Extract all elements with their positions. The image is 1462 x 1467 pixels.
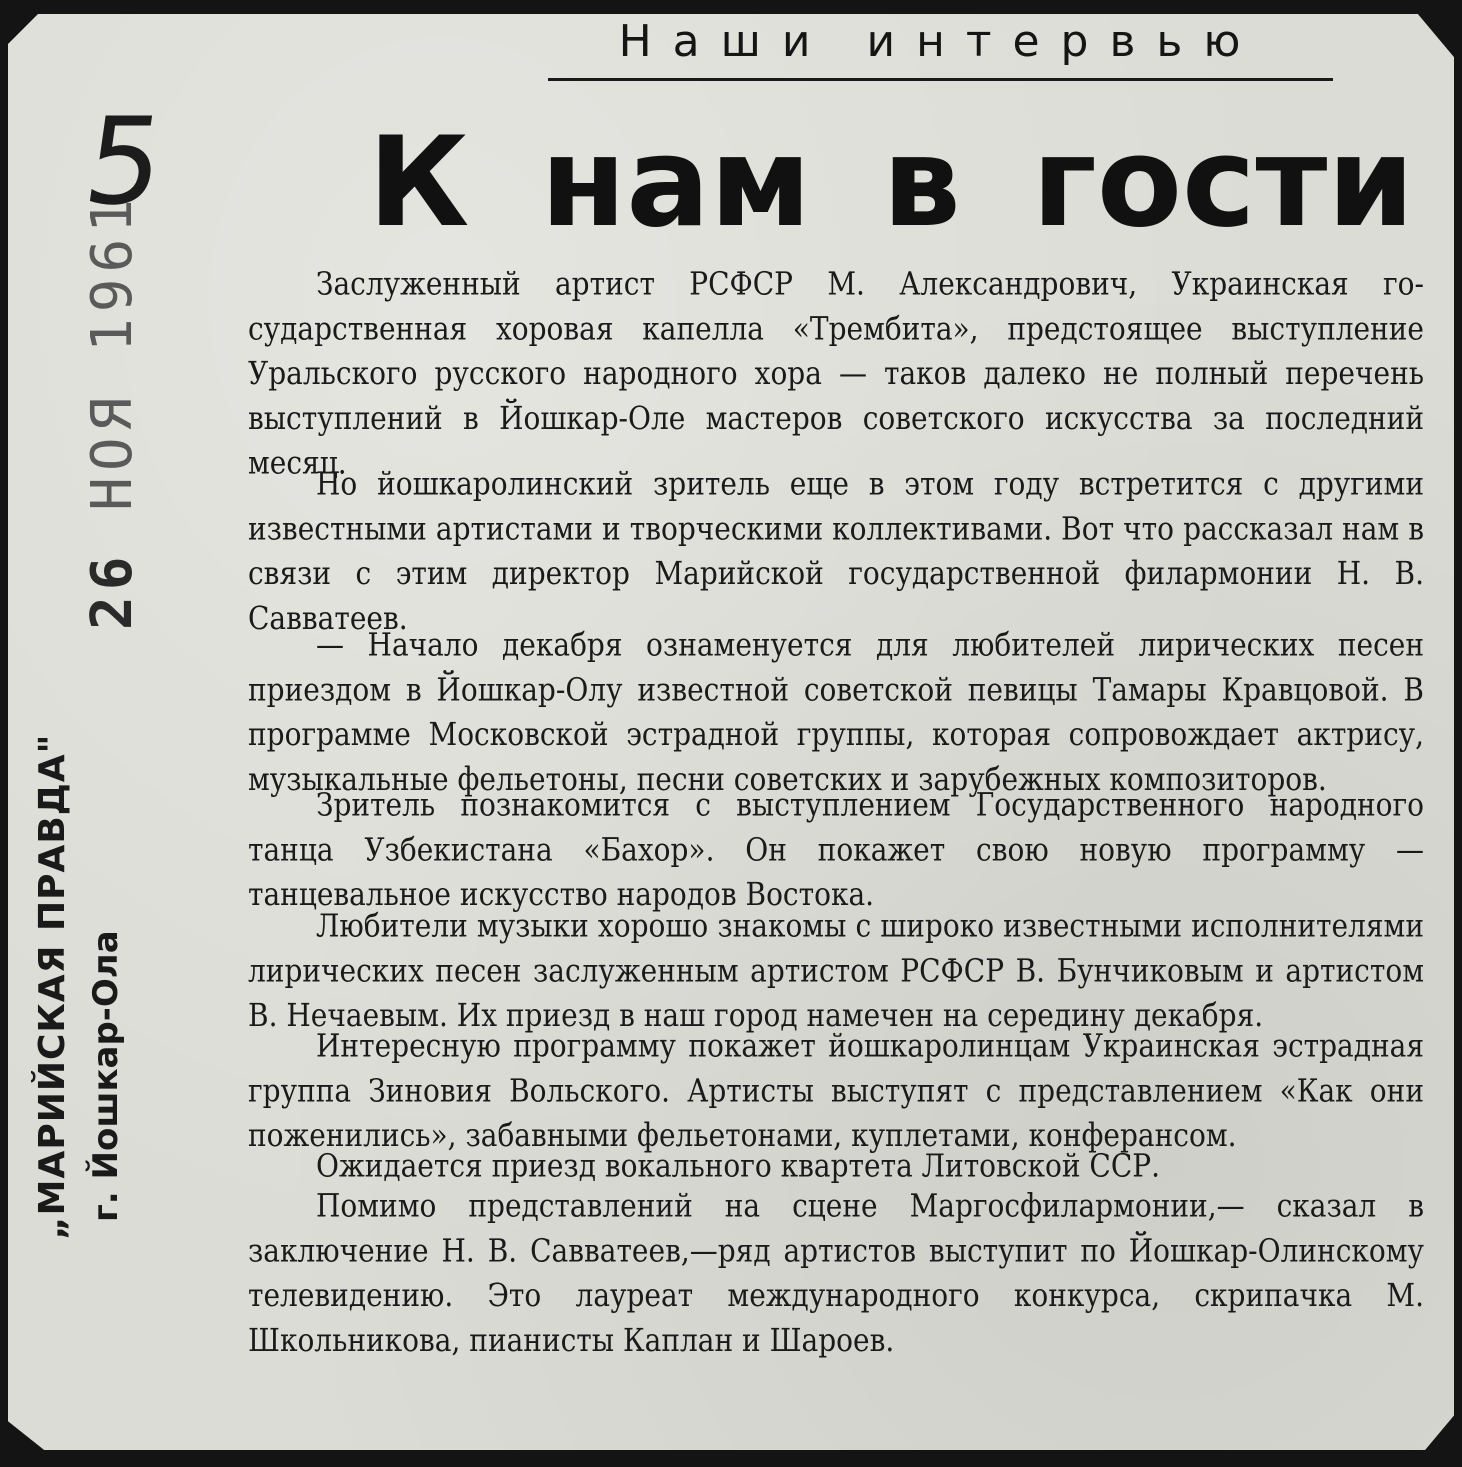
article-headline: К нам в гости bbox=[368, 111, 1415, 255]
article-paragraph: Но йошкаролинский зритель еще в этом году встретится с другими известными артистами и творческими коллективами. Вот что рассказал нам в связи с этим директор Марийской государственной филармонии Н. В. Савватеев. bbox=[248, 465, 1424, 638]
article-paragraph: — Начало декабря ознаменуется для любителей лирических песен приездом в Йошкар-Олу известной советской певицы Тамары Кравцовой. В программе Московской эстрадной группы, которая сопровождает актрису, музыкальные фельетоны, песни советских и зарубежных композиторов. bbox=[248, 626, 1424, 798]
archive-stamp bbox=[22, 193, 145, 1240]
stamp-date-year: 1961 bbox=[80, 193, 145, 352]
stamp-date bbox=[80, 193, 145, 630]
article-body bbox=[248, 262, 1424, 1360]
section-rubric: Наши интервью bbox=[618, 16, 1262, 67]
rubric-underline bbox=[548, 78, 1333, 81]
article-paragraph: Ожидается приезд вокального квартета Литовской ССР. bbox=[316, 1147, 1160, 1185]
stamp-date-day: 26 bbox=[80, 550, 145, 630]
stamp-city: г. Йошкар-Ола bbox=[86, 930, 126, 1222]
stamp-date-month: НОЯ bbox=[80, 391, 145, 511]
article-paragraph: Любители музыки хорошо знакомы с широко известными исполнителями лирических песен заслуженным артистом РСФСР В. Бунчиковым и артистом В. Нечаевым. Их приезд в наш город намечен на середину декабря. bbox=[248, 906, 1424, 1034]
stamp-newspaper-name: „МАРИЙСКАЯ ПРАВДА" bbox=[32, 733, 73, 1240]
article-paragraph: Зритель познакомится с выступлением Государственного народного танца Узбекистана «Бахор». Он покажет свою новую программу — танцевальное искусство народов Востока. bbox=[248, 786, 1424, 914]
handwritten-page-number: 5 bbox=[76, 93, 173, 232]
article-paragraph: Заслуженный артист РСФСР М. Александрович, Украинская государственная хоровая капелла «Трембита», предстоящее выступление Уральского русского народного хора — таков далеко не полный перечень выступлений в Йошкар-Оле мастеров советского искусства за последний месяц. bbox=[248, 265, 1424, 482]
article-paragraph: Интересную программу покажет йошкаролинцам Украинская эстрадная группа Зиновия Вольского. Артисты выступят с представлением «Как они поженились», забавными фельетонами, куплетами, конферансом. bbox=[248, 1027, 1424, 1154]
article-paragraph: Помимо представлений на сцене Маргосфилармонии,— сказал в заключение Н. В. Савватеев,—ряд артистов выступит по Йошкар-Олинскому телевидению. Это лауреат международного конкурса, скрипачка М. Школьникова, пианисты Каплан и Шароев. bbox=[248, 1187, 1424, 1360]
